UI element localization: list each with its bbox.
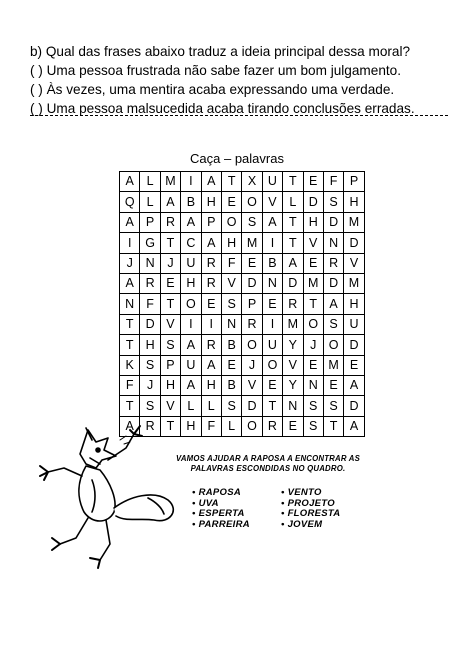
grid-cell: U — [262, 335, 282, 355]
grid-cell: J — [303, 335, 323, 355]
word-list-right — [281, 488, 340, 530]
grid-cell: L — [221, 416, 241, 436]
grid-row — [120, 172, 365, 192]
grid-cell: F — [120, 375, 140, 395]
grid-cell: N — [283, 396, 303, 416]
grid-cell: A — [160, 192, 180, 212]
grid-cell: B — [262, 253, 282, 273]
grid-cell: T — [303, 294, 323, 314]
grid-cell: E — [262, 375, 282, 395]
grid-cell: A — [181, 335, 201, 355]
grid-cell: S — [303, 416, 323, 436]
grid-cell: U — [181, 355, 201, 375]
grid-cell: V — [344, 253, 364, 273]
grid-row — [120, 212, 365, 232]
word-item: • UVA — [192, 499, 250, 510]
grid-cell: L — [181, 396, 201, 416]
grid-cell: S — [323, 192, 343, 212]
grid-cell: D — [242, 396, 262, 416]
grid-cell: S — [303, 396, 323, 416]
dashed-divider — [30, 115, 448, 116]
grid-cell: U — [344, 314, 364, 334]
grid-cell: F — [221, 253, 241, 273]
grid-cell: E — [303, 253, 323, 273]
grid-cell: A — [120, 212, 140, 232]
grid-cell: T — [262, 396, 282, 416]
grid-cell: O — [181, 294, 201, 314]
grid-cell: A — [344, 375, 364, 395]
grid-cell: E — [323, 375, 343, 395]
grid-cell: A — [262, 212, 282, 232]
question-block — [30, 42, 450, 118]
grid-cell: M — [303, 273, 323, 293]
grid-cell: P — [242, 294, 262, 314]
grid-cell: E — [242, 253, 262, 273]
grid-cell: R — [283, 294, 303, 314]
grid-cell: E — [303, 355, 323, 375]
grid-cell: Y — [283, 375, 303, 395]
grid-cell: V — [160, 314, 180, 334]
grid-cell: O — [242, 192, 262, 212]
grid-cell: H — [140, 335, 160, 355]
grid-cell: R — [140, 273, 160, 293]
grid-cell: I — [120, 233, 140, 253]
grid-cell: T — [120, 314, 140, 334]
grid-row — [120, 314, 365, 334]
grid-cell: D — [323, 273, 343, 293]
grid-cell: H — [303, 212, 323, 232]
grid-cell: S — [140, 355, 160, 375]
grid-row — [120, 253, 365, 273]
grid-cell: O — [242, 416, 262, 436]
instruction-text: VAMOS AJUDAR A RAPOSA A ENCONTRAR AS PALAVRAS ESCONDIDAS NO QUADRO. — [176, 454, 360, 473]
grid-cell: D — [283, 273, 303, 293]
word-item: • RAPOSA — [192, 488, 250, 499]
grid-cell: T — [120, 396, 140, 416]
grid-cell: E — [262, 294, 282, 314]
grid-cell: T — [221, 172, 241, 192]
grid-cell: A — [344, 416, 364, 436]
grid-cell: D — [323, 212, 343, 232]
grid-cell: B — [221, 375, 241, 395]
grid-cell: N — [140, 253, 160, 273]
grid-cell: R — [201, 335, 221, 355]
grid-cell: B — [221, 335, 241, 355]
grid-cell: V — [160, 396, 180, 416]
grid-cell: H — [201, 375, 221, 395]
grid-cell: H — [344, 192, 364, 212]
grid-cell: J — [160, 253, 180, 273]
grid-cell: T — [283, 233, 303, 253]
grid-cell: E — [303, 172, 323, 192]
grid-cell: T — [283, 172, 303, 192]
grid-cell: U — [262, 172, 282, 192]
grid-cell: R — [201, 273, 221, 293]
grid-cell: A — [201, 233, 221, 253]
grid-cell: T — [160, 294, 180, 314]
grid-cell: N — [120, 294, 140, 314]
grid-cell: F — [323, 172, 343, 192]
grid-cell: T — [323, 416, 343, 436]
grid-cell: A — [181, 375, 201, 395]
grid-cell: M — [283, 314, 303, 334]
grid-cell: A — [201, 172, 221, 192]
grid-row — [120, 355, 365, 375]
grid-cell: I — [181, 314, 201, 334]
grid-cell: Y — [283, 335, 303, 355]
grid-cell: S — [221, 396, 241, 416]
grid-cell: O — [303, 314, 323, 334]
grid-cell: R — [242, 314, 262, 334]
grid-cell: H — [181, 273, 201, 293]
grid-cell: V — [262, 192, 282, 212]
grid-cell: A — [120, 273, 140, 293]
wordsearch-grid — [119, 171, 365, 437]
option-3: ( ) Uma pessoa malsucedida acaba tirando conclusões erradas. — [30, 101, 415, 116]
grid-cell: K — [120, 355, 140, 375]
word-item: • ESPERTA — [192, 509, 250, 520]
grid-cell: S — [242, 212, 262, 232]
grid-cell: A — [323, 294, 343, 314]
grid-cell: X — [242, 172, 262, 192]
word-list-left — [192, 488, 250, 530]
grid-cell: E — [221, 192, 241, 212]
grid-cell: J — [120, 253, 140, 273]
grid-cell: T — [160, 416, 180, 436]
grid-cell: N — [303, 375, 323, 395]
grid-cell: T — [283, 212, 303, 232]
word-item: • PARREIRA — [192, 520, 250, 531]
grid-cell: L — [201, 396, 221, 416]
grid-cell: I — [201, 314, 221, 334]
grid-row — [120, 192, 365, 212]
grid-cell: N — [323, 233, 343, 253]
grid-cell: O — [221, 212, 241, 232]
grid-cell: V — [221, 273, 241, 293]
grid-cell: D — [140, 314, 160, 334]
grid-cell: B — [181, 192, 201, 212]
grid-cell: H — [160, 375, 180, 395]
grid-cell: M — [242, 233, 262, 253]
grid-cell: H — [201, 192, 221, 212]
grid-row — [120, 375, 365, 395]
fox-drawing-icon — [30, 420, 190, 570]
grid-cell: H — [181, 416, 201, 436]
grid-cell: E — [283, 416, 303, 436]
grid-cell: M — [160, 172, 180, 192]
grid-cell: S — [160, 335, 180, 355]
grid-cell: H — [221, 233, 241, 253]
grid-cell: A — [120, 172, 140, 192]
grid-cell: R — [201, 253, 221, 273]
grid-cell: A — [181, 212, 201, 232]
question-prompt: b) Qual das frases abaixo traduz a ideia principal dessa moral? — [30, 44, 411, 59]
grid-row — [120, 233, 365, 253]
grid-cell: L — [140, 172, 160, 192]
grid-cell: Q — [120, 192, 140, 212]
grid-row — [120, 273, 365, 293]
grid-cell: I — [262, 314, 282, 334]
grid-cell: O — [323, 335, 343, 355]
grid-cell: R — [140, 416, 160, 436]
grid-cell: P — [344, 172, 364, 192]
grid-cell: T — [120, 335, 140, 355]
grid-cell: H — [344, 294, 364, 314]
grid-cell: D — [344, 335, 364, 355]
grid-cell: A — [201, 355, 221, 375]
grid-cell: D — [344, 396, 364, 416]
grid-cell: A — [283, 253, 303, 273]
grid-cell: L — [283, 192, 303, 212]
option-2: ( ) Às vezes, uma mentira acaba expressando uma verdade. — [30, 82, 395, 97]
grid-cell: N — [262, 273, 282, 293]
grid-cell: R — [323, 253, 343, 273]
grid-cell: R — [160, 212, 180, 232]
grid-cell: I — [181, 172, 201, 192]
grid-cell: V — [242, 375, 262, 395]
grid-cell: M — [344, 212, 364, 232]
grid-cell: D — [303, 192, 323, 212]
word-item: • FLORESTA — [281, 509, 340, 520]
grid-cell: A — [120, 416, 140, 436]
grid-cell: S — [221, 294, 241, 314]
grid-cell: S — [323, 396, 343, 416]
grid-cell: M — [323, 355, 343, 375]
grid-cell: E — [221, 355, 241, 375]
grid-cell: U — [181, 253, 201, 273]
grid-cell: T — [160, 233, 180, 253]
grid-cell: S — [140, 396, 160, 416]
wordsearch-title: Caça – palavras — [190, 151, 284, 166]
grid-cell: M — [344, 273, 364, 293]
grid-cell: N — [221, 314, 241, 334]
grid-cell: F — [140, 294, 160, 314]
grid-row — [120, 294, 365, 314]
word-item: • JOVEM — [281, 520, 340, 531]
grid-cell: P — [201, 212, 221, 232]
grid-cell: O — [242, 335, 262, 355]
grid-cell: P — [140, 212, 160, 232]
grid-cell: S — [323, 314, 343, 334]
grid-cell: E — [344, 355, 364, 375]
grid-cell: P — [160, 355, 180, 375]
grid-cell: V — [303, 233, 323, 253]
grid-cell: J — [140, 375, 160, 395]
grid-cell: G — [140, 233, 160, 253]
grid-cell: D — [242, 273, 262, 293]
word-item: • PROJETO — [281, 499, 340, 510]
grid-cell: E — [160, 273, 180, 293]
grid-row — [120, 396, 365, 416]
grid-cell: O — [262, 355, 282, 375]
grid-cell: E — [201, 294, 221, 314]
grid-cell: F — [201, 416, 221, 436]
option-1: ( ) Uma pessoa frustrada não sabe fazer um bom julgamento. — [30, 63, 401, 78]
word-item: • VENTO — [281, 488, 340, 499]
grid-cell: V — [283, 355, 303, 375]
grid-cell: D — [344, 233, 364, 253]
grid-row — [120, 335, 365, 355]
grid-cell: J — [242, 355, 262, 375]
grid-cell: R — [262, 416, 282, 436]
grid-cell: I — [262, 233, 282, 253]
grid-cell: C — [181, 233, 201, 253]
grid-cell: L — [140, 192, 160, 212]
